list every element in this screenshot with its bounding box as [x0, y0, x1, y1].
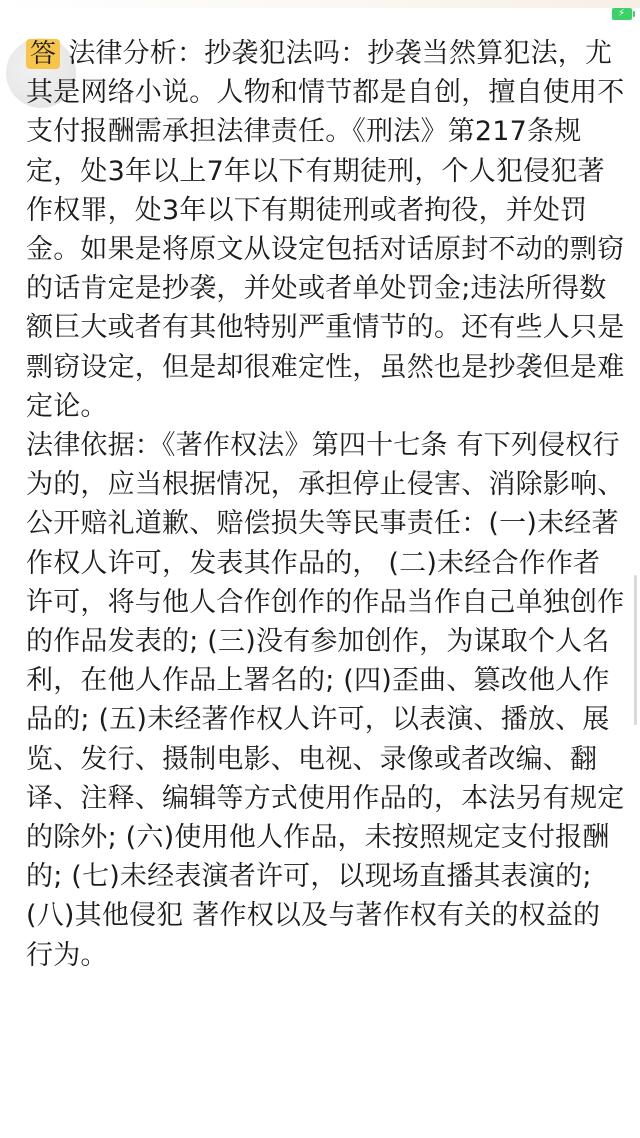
analysis-text: 法律分析：抄袭犯法吗：抄袭当然算犯法，尤其是网络小说。人物和情节都是自创，擅自使用不支付报酬需承担法律责任。《刑法》第217条规定，处3年以上7年以下有期徒刑，个人犯侵犯著作权罪，处3年以下有期徒刑或者拘役，并处罚金。如果是将原文从设定包括对话原封不动的剽窃的话肯定是抄袭，并处或者单处罚金;违法所得数额巨大或者有其他特别严重情节的。还有些人只是剽窃设定，但是却很难定性，虽然也是抄袭但是难定论。	[26, 38, 625, 422]
top-strip	[0, 0, 640, 8]
bolt-icon: ⚡	[618, 8, 626, 19]
basis-paragraph: 法律依据：《著作权法》第四十七条 有下列侵权行为的，应当根据情况，承担停止侵害、消除影响、公开赔礼道歉、赔偿损失等民事责任：(一)未经著作权人许可，发表其作品的， (二)未经合作作者许可，将与他人合作创作的作品当作自己单独创作的作品发表的; (三)没有参加创作，为谋取个人名利，在他人作品上署名的; (四)歪曲、篡改他人作品的; (五)未经著作权人许可，以表演、播放、展览、发行、摄制电影、电视、录像或者改编、翻译、注释、编辑等方式使用作品的，本法另有规定的除外; (六)使用他人作品，未按照规定支付报酬的; (七)未经表演者许可，以现场直播其表演的; (八)其他侵犯 著作权以及与著作权有关的权益的行为。	[26, 430, 625, 971]
scrollbar[interactable]	[634, 575, 637, 725]
analysis-paragraph	[26, 34, 626, 426]
battery-charging-icon	[612, 8, 632, 20]
answer-badge: 答	[26, 39, 60, 69]
answer-content	[26, 34, 626, 975]
